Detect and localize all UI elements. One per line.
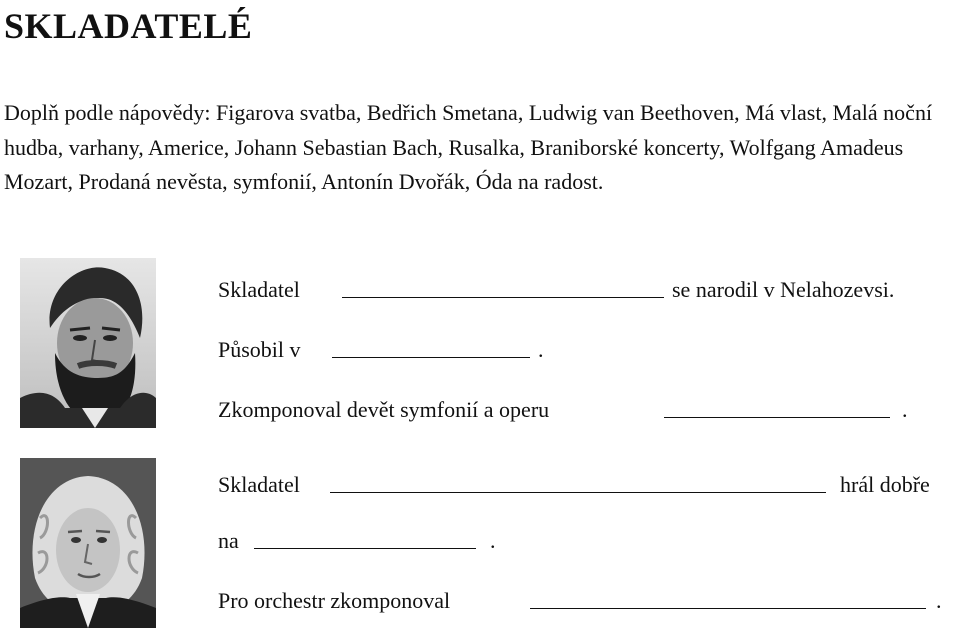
composer-portrait-icon xyxy=(20,258,156,428)
sentence-end: . xyxy=(538,337,544,362)
answer-blank[interactable] xyxy=(332,357,530,358)
answer-blank[interactable] xyxy=(530,608,926,609)
sentence-end: . xyxy=(902,397,908,422)
sentence-start: na xyxy=(218,528,239,553)
sentence-end: . xyxy=(490,528,496,553)
composer-portrait-icon xyxy=(20,458,156,628)
sentence-end: . xyxy=(936,588,942,613)
sentence-end: se narodil v Nelahozevsi. xyxy=(672,277,895,302)
sentence-start: Zkomponoval devět symfonií a operu xyxy=(218,397,550,422)
sentence-start: Skladatel xyxy=(218,277,300,302)
sentence-start: Skladatel xyxy=(218,472,300,497)
sentence-start: Pro orchestr zkomponoval xyxy=(218,588,451,613)
sentence-start: Působil v xyxy=(218,337,301,362)
answer-blank[interactable] xyxy=(664,417,890,418)
answer-blank[interactable] xyxy=(254,548,476,549)
page-title: SKLADATELÉ xyxy=(4,6,253,46)
answer-blank[interactable] xyxy=(342,297,664,298)
answer-blank[interactable] xyxy=(330,492,826,493)
hint-paragraph: Doplň podle nápovědy: Figarova svatba, Bedřich Smetana, Ludwig van Beethoven, Má vlast, Malá noční hudba, varhany, Americe, Johann Sebastian Bach, Rusalka, Braniborské koncerty, Wolfgang Amadeus Mozart, Prodaná nevěsta, symfonií, Antonín Dvořák, Óda na radost. xyxy=(4,100,933,194)
sentence-end: hrál dobře xyxy=(840,472,930,497)
